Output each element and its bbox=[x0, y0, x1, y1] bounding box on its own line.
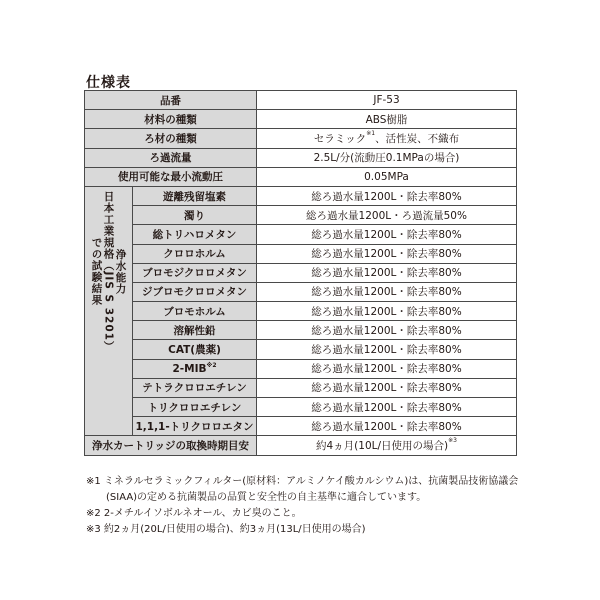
filter-material-label: ろ材の種類 bbox=[85, 129, 257, 148]
footnote-1-continued: (SIAA)の定める抗菌製品の品質と安全性の自主基準に適合しています。 bbox=[106, 492, 427, 503]
contaminant-name bbox=[133, 263, 257, 282]
filter-material-value-main: セラミック bbox=[313, 132, 367, 145]
capability-header-col3: での試験結果 bbox=[90, 237, 103, 307]
contaminant-name-text: クロロホルム bbox=[163, 248, 226, 261]
contaminant-name-text: ブロモホルム bbox=[163, 305, 226, 318]
contaminant-name-text: CAT(農薬) bbox=[168, 344, 221, 357]
contaminant-result: 総ろ過水量1200L・除去率80% bbox=[257, 263, 517, 282]
material-value: ABS樹脂 bbox=[257, 110, 517, 129]
table-row bbox=[85, 321, 517, 340]
contaminant-name-text: 総トリハロメタン bbox=[152, 228, 237, 241]
contaminant-result: 総ろ過水量1200L・除去率80% bbox=[257, 340, 517, 359]
contaminant-result: 総ろ過水量1200L・除去率80% bbox=[257, 244, 517, 263]
table-row bbox=[85, 263, 517, 282]
contaminant-result: 総ろ過水量1200L・除去率80% bbox=[257, 359, 517, 378]
footnote-ref: ※2 bbox=[206, 361, 217, 369]
table-row bbox=[85, 244, 517, 263]
capability-header-col1: 浄水能力 bbox=[114, 248, 127, 295]
flow-value: 2.5L/分(流動圧0.1MPaの場合) bbox=[257, 148, 517, 167]
footnote-ref: ※1 bbox=[366, 129, 376, 137]
spec-table bbox=[84, 90, 517, 456]
table-row bbox=[85, 398, 517, 417]
model-value: JF-53 bbox=[257, 91, 517, 110]
footnote-ref: ※3 bbox=[448, 436, 457, 444]
filter-material-value bbox=[257, 129, 517, 148]
material-label: 材料の種類 bbox=[85, 110, 257, 129]
contaminant-name-text: トリクロロエチレン bbox=[147, 401, 242, 414]
replacement-label: 浄水カートリッジの取換時期目安 bbox=[85, 436, 257, 455]
contaminant-name bbox=[133, 398, 257, 417]
table-row bbox=[85, 129, 517, 148]
min-pressure-label: 使用可能な最小流動圧 bbox=[85, 167, 257, 186]
table-row bbox=[85, 436, 517, 455]
capability-header-col2: 日本工業規格（JIS S 3201） bbox=[102, 190, 115, 353]
replacement-value bbox=[257, 436, 517, 455]
contaminant-result: 総ろ過水量1200L・除去率80% bbox=[257, 186, 517, 205]
contaminant-name bbox=[133, 302, 257, 321]
contaminant-name bbox=[133, 417, 257, 436]
table-row bbox=[85, 148, 517, 167]
contaminant-result: 総ろ過水量1200L・除去率80% bbox=[257, 321, 517, 340]
table-row bbox=[85, 225, 517, 244]
contaminant-name bbox=[133, 225, 257, 244]
contaminant-result: 総ろ過水量1200L・除去率80% bbox=[257, 282, 517, 301]
contaminant-result: 総ろ過水量1200L・ろ過流量50% bbox=[257, 206, 517, 225]
contaminant-name bbox=[133, 340, 257, 359]
table-row bbox=[85, 186, 517, 205]
min-pressure-value: 0.05MPa bbox=[257, 167, 517, 186]
capability-header bbox=[85, 186, 133, 435]
contaminant-result: 総ろ過水量1200L・除去率80% bbox=[257, 417, 517, 436]
table-row bbox=[85, 378, 517, 397]
table-row bbox=[85, 282, 517, 301]
contaminant-result: 総ろ過水量1200L・除去率80% bbox=[257, 302, 517, 321]
model-label: 品番 bbox=[85, 91, 257, 110]
table-row bbox=[85, 167, 517, 186]
table-row bbox=[85, 359, 517, 378]
contaminant-name-text: テトラクロロエチレン bbox=[142, 382, 247, 395]
footnote-3: ※3 約2ヵ月(20L/日使用の場合)、約3ヵ月(13L/日使用の場合) bbox=[86, 524, 366, 535]
contaminant-result: 総ろ過水量1200L・除去率80% bbox=[257, 398, 517, 417]
footnote-1: ※1 ミネラルセラミックフィルター(原材料：アルミノケイ酸カルシウム)は、抗菌製品技術協議会 bbox=[86, 476, 519, 487]
contaminant-name-text: 濁り bbox=[184, 209, 205, 222]
contaminant-name-text: ジブロモクロロメタン bbox=[142, 286, 247, 299]
contaminant-name-text: 遊離残留塩素 bbox=[163, 190, 226, 203]
contaminant-name bbox=[133, 378, 257, 397]
contaminant-result: 総ろ過水量1200L・除去率80% bbox=[257, 378, 517, 397]
contaminant-result: 総ろ過水量1200L・除去率80% bbox=[257, 225, 517, 244]
contaminant-name bbox=[133, 206, 257, 225]
contaminant-name bbox=[133, 282, 257, 301]
replacement-value-main: 約4ヵ月(10L/日使用の場合) bbox=[316, 439, 449, 452]
contaminant-name bbox=[133, 186, 257, 205]
contaminant-name bbox=[133, 359, 257, 378]
table-row bbox=[85, 302, 517, 321]
page-title: 仕様表 bbox=[86, 75, 131, 91]
table-row bbox=[85, 91, 517, 110]
footnotes bbox=[86, 474, 546, 538]
footnote-2: ※2 2-メチルイソボルネオール、カビ臭のこと。 bbox=[86, 508, 302, 519]
table-row bbox=[85, 417, 517, 436]
contaminant-name bbox=[133, 321, 257, 340]
contaminant-name-text: 1,1,1-トリクロロエタン bbox=[135, 420, 254, 433]
filter-material-value-rest: 、活性炭、不織布 bbox=[375, 132, 460, 145]
table-row bbox=[85, 206, 517, 225]
contaminant-name bbox=[133, 244, 257, 263]
contaminant-name-text: 2-MIB bbox=[172, 362, 207, 375]
contaminant-name-text: 溶解性鉛 bbox=[173, 324, 216, 337]
contaminant-name-text: ブロモジクロロメタン bbox=[142, 267, 247, 280]
flow-label: ろ過流量 bbox=[85, 148, 257, 167]
table-row bbox=[85, 110, 517, 129]
table-row bbox=[85, 340, 517, 359]
